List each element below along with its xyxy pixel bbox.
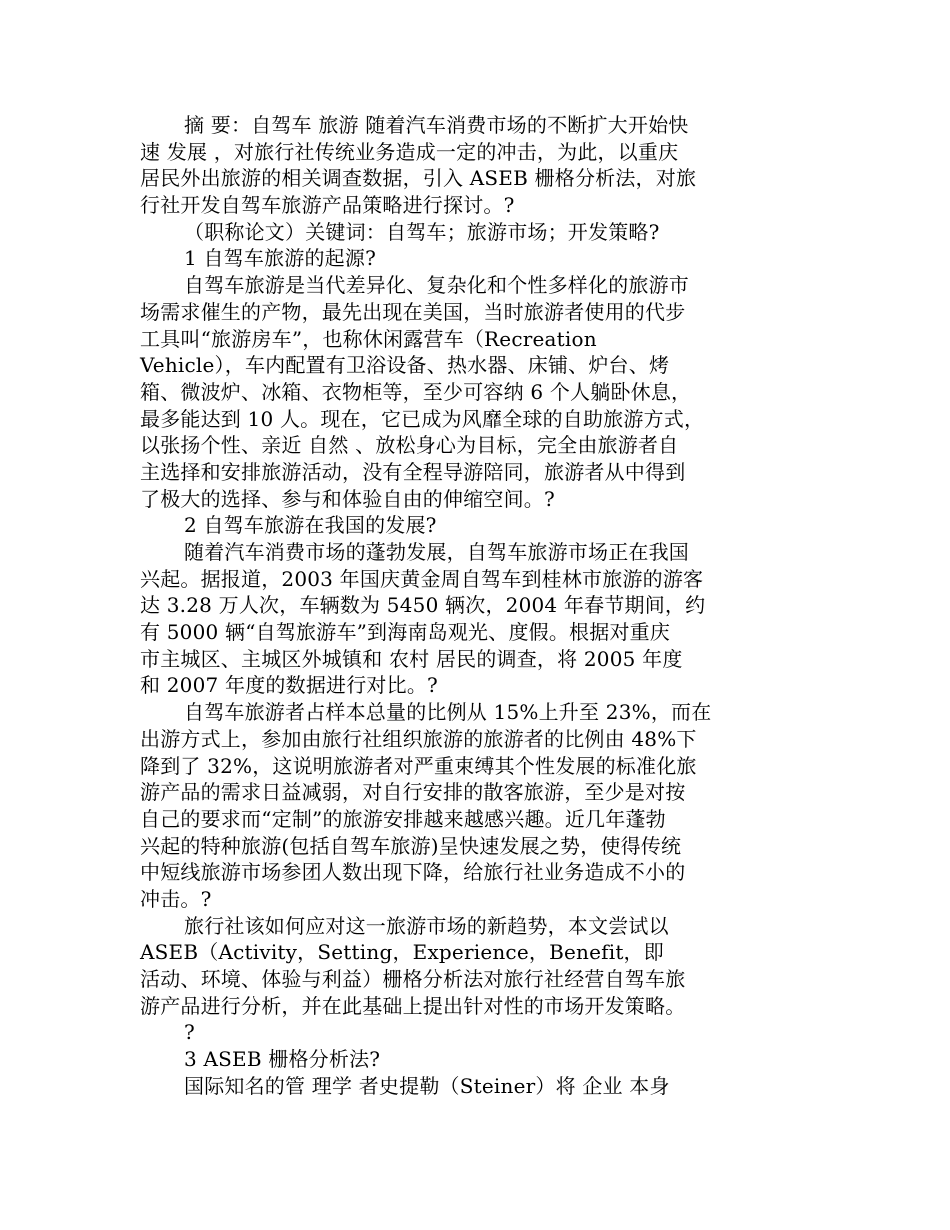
text-line: 场需求催生的产物，最先出现在美国，当时旅游者使用的代步 bbox=[140, 299, 686, 324]
text-line: 市主城区、主城区外城镇和 农村 居民的调查，将 2005 年度 bbox=[140, 646, 683, 671]
text-line: 降到了 32%，这说明旅游者对严重束缚其个性发展的标准化旅 bbox=[140, 753, 697, 778]
article-body bbox=[140, 112, 740, 1099]
text-line: 摘 要：自驾车 旅游 随着汽车消费市场的不断扩大开始快 bbox=[184, 113, 689, 137]
text-line: 随着汽车消费市场的蓬勃发展，自驾车旅游市场正在我国 bbox=[184, 540, 689, 564]
text-line: 冲击。? bbox=[140, 886, 212, 911]
text-line: 兴起。据报道，2003 年国庆黄金周自驾车到桂林市旅游的游客 bbox=[140, 566, 704, 591]
text-line: 游产品的需求日益减弱，对自行安排的散客旅游，至少是对按 bbox=[140, 780, 686, 805]
text-line: ? bbox=[184, 1020, 195, 1045]
text-line: 国际知名的管 理学 者史提勒（Steiner）将 企业 本身 bbox=[184, 1073, 670, 1098]
text-line: 自驾车旅游是当代差异化、复杂化和个性多样化的旅游市 bbox=[184, 273, 689, 298]
text-line: 兴起的特种旅游(包括自驾车旅游)呈快速发展之势，使得传统 bbox=[140, 833, 682, 858]
text-line: 最多能达到 10 人。现在，它已成为风靡全球的自助旅游方式， bbox=[140, 406, 705, 431]
text-line: 出游方式上，参加由旅行社组织旅游的旅游者的比例由 48%下 bbox=[140, 726, 697, 751]
text-line: 3 ASEB 栅格分析法? bbox=[184, 1047, 381, 1072]
text-line: （职称论文）关键词：自驾车；旅游市场；开发策略? bbox=[184, 219, 660, 244]
text-line: 中短线旅游市场参团人数出现下降，给旅行社业务造成不小的 bbox=[140, 860, 686, 885]
text-line: 了极大的选择、参与和体验自由的伸缩空间。? bbox=[140, 486, 555, 511]
text-line: 工具叫“旅游房车”，也称休闲露营车（Recreation bbox=[140, 326, 597, 351]
text-line: 活动、环境、体验与利益）栅格分析法对旅行社经营自驾车旅 bbox=[140, 967, 686, 991]
text-line: 箱、微波炉、冰箱、衣物柜等，至少可容纳 6 个人躺卧休息， bbox=[140, 379, 692, 404]
text-line: 旅行社该如何应对这一旅游市场的新趋势，本文尝试以 bbox=[184, 913, 669, 938]
text-line: 以张扬个性、亲近 自然 、放松身心为目标，完全由旅游者自 bbox=[140, 433, 679, 458]
text-line: 自驾车旅游者占样本总量的比例从 15%上升至 23%，而在 bbox=[184, 700, 712, 725]
text-line: 自己的要求而“定制”的旅游安排越来越感兴趣。近几年蓬勃 bbox=[140, 806, 666, 831]
text-line: Vehicle），车内配置有卫浴设备、热水器、床铺、炉台、烤 bbox=[140, 353, 670, 378]
text-line: 有 5000 辆“自驾旅游车”到海南岛观光、度假。根据对重庆 bbox=[140, 620, 671, 645]
text-line: 居民外出旅游的相关调查数据，引入 ASEB 栅格分析法，对旅 bbox=[140, 166, 697, 191]
text-line: 主选择和安排旅游活动，没有全程导游陪同，旅游者从中得到 bbox=[140, 459, 686, 484]
text-line: 游产品进行分析，并在此基础上提出针对性的市场开发策略。 bbox=[140, 993, 686, 1018]
text-line: 达 3.28 万人次，车辆数为 5450 辆次，2004 年春节期间，约 bbox=[140, 593, 706, 618]
text-line: 和 2007 年度的数据进行对比。? bbox=[140, 673, 438, 698]
text-line: 2 自驾车旅游在我国的发展? bbox=[184, 513, 437, 538]
text-line: 速 发展 ，对旅行社传统业务造成一定的冲击，为此，以重庆 bbox=[140, 139, 679, 164]
text-line: 1 自驾车旅游的起源? bbox=[184, 246, 377, 271]
text-line: ASEB（Activity，Setting，Experience，Benefit，即 bbox=[140, 940, 664, 965]
text-line: 行社开发自驾车旅游产品策略进行探讨。? bbox=[140, 193, 515, 218]
